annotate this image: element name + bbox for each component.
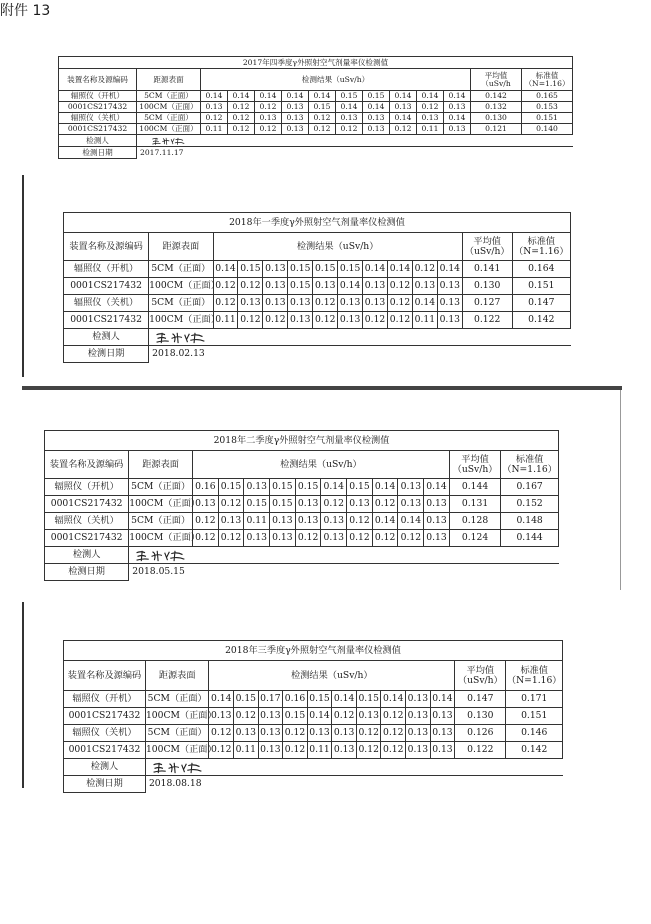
result-value: 0.15 <box>234 691 259 708</box>
table-title: 2018年二季度γ外照射空气剂量率仪检测值 <box>45 431 559 451</box>
table-row <box>59 124 573 135</box>
result-value: 0.12 <box>218 530 244 547</box>
result-value: 0.13 <box>437 295 462 312</box>
result-value: 0.13 <box>218 513 244 530</box>
result-value: 0.14 <box>209 691 234 708</box>
table-title: 2018年三季度γ外照射空气剂量率仪检测值 <box>64 641 563 661</box>
distance-cell: 100CM（正面） <box>129 530 193 547</box>
record-table-2017q4 <box>58 56 573 159</box>
date-label: 检测日期 <box>59 147 137 159</box>
date-label: 检测日期 <box>64 346 149 363</box>
result-value: 0.14 <box>332 691 357 708</box>
distance-cell: 100CM（正面） <box>137 124 201 135</box>
distance-cell: 5CM（正面） <box>129 479 193 496</box>
table-row <box>64 295 571 312</box>
result-value: 0.15 <box>288 278 313 295</box>
std-value: 0.153 <box>522 102 573 113</box>
std-value: 0.144 <box>501 530 559 547</box>
result-value: 0.13 <box>406 742 431 759</box>
result-value: 0.13 <box>430 742 455 759</box>
result-value: 0.12 <box>255 124 282 135</box>
result-value: 0.13 <box>437 278 462 295</box>
result-value: 0.12 <box>238 312 263 329</box>
result-value: 0.13 <box>244 530 270 547</box>
result-value: 0.13 <box>192 496 218 513</box>
std-value: 0.142 <box>512 312 570 329</box>
result-value: 0.13 <box>444 102 471 113</box>
result-value: 0.13 <box>406 725 431 742</box>
header-results: 检测结果（uSv/h） <box>201 69 471 91</box>
std-value: 0.165 <box>522 91 573 102</box>
distance-cell: 100CM（正面） <box>137 102 201 113</box>
header-std: 标准值 （N=1.16） <box>501 451 559 479</box>
table-row <box>64 708 563 725</box>
distance-cell: 100CM（正面） <box>145 742 209 759</box>
result-value: 0.13 <box>263 278 288 295</box>
result-value: 0.13 <box>263 295 288 312</box>
result-value: 0.12 <box>390 124 417 135</box>
result-value: 0.14 <box>338 278 363 295</box>
header-device: 装置名称及源编码 <box>45 451 129 479</box>
result-value: 0.13 <box>424 513 450 530</box>
table-row <box>64 261 571 278</box>
result-value: 0.12 <box>309 124 336 135</box>
mean-value: 0.142 <box>471 91 522 102</box>
result-value: 0.13 <box>356 708 381 725</box>
handwritten-signature <box>152 330 208 345</box>
result-value: 0.15 <box>309 102 336 113</box>
record-table-2018q2 <box>44 430 559 581</box>
device-cell: 辐照仪（开机） <box>45 479 129 496</box>
result-value: 0.13 <box>430 708 455 725</box>
scan-edge-right-3 <box>620 390 621 590</box>
result-value: 0.13 <box>332 725 357 742</box>
result-value: 0.12 <box>417 102 444 113</box>
header-std: 标准值 （N=1.16） <box>512 233 570 261</box>
result-value: 0.13 <box>363 124 390 135</box>
std-value: 0.148 <box>501 513 559 530</box>
result-value: 0.12 <box>363 312 388 329</box>
inspector-signature-cell <box>149 329 571 346</box>
result-value: 0.12 <box>295 530 321 547</box>
result-value: 0.13 <box>444 124 471 135</box>
table-row <box>64 691 563 708</box>
result-value: 0.15 <box>336 91 363 102</box>
distance-cell: 100CM（正面） <box>145 708 209 725</box>
device-cell: 辐照仪（关机） <box>59 113 137 124</box>
result-value: 0.12 <box>255 102 282 113</box>
result-value: 0.13 <box>282 102 309 113</box>
result-value: 0.13 <box>282 124 309 135</box>
result-value: 0.13 <box>307 725 332 742</box>
result-value: 0.15 <box>238 261 263 278</box>
inspector-signature-cell <box>129 547 559 564</box>
result-value: 0.14 <box>390 113 417 124</box>
std-value: 0.171 <box>506 691 563 708</box>
std-value: 0.140 <box>522 124 573 135</box>
result-value: 0.15 <box>338 261 363 278</box>
std-value: 0.146 <box>506 725 563 742</box>
result-value: 0.13 <box>363 278 388 295</box>
result-value: 0.15 <box>244 496 270 513</box>
result-value: 0.12 <box>398 530 424 547</box>
result-value: 0.11 <box>201 124 228 135</box>
result-value: 0.14 <box>363 102 390 113</box>
result-value: 0.16 <box>192 479 218 496</box>
result-value: 0.14 <box>255 91 282 102</box>
handwritten-signature <box>140 136 196 146</box>
header-mean: 平均值 （uSv/h） <box>455 661 506 691</box>
distance-cell: 100CM（正面） <box>149 278 213 295</box>
result-value: 0.12 <box>209 725 234 742</box>
result-value: 0.13 <box>244 479 270 496</box>
mean-value: 0.121 <box>471 124 522 135</box>
result-value: 0.13 <box>338 312 363 329</box>
header-distance: 距源表面 <box>149 233 213 261</box>
result-value: 0.14 <box>390 91 417 102</box>
table-row <box>64 742 563 759</box>
header-distance: 距源表面 <box>129 451 193 479</box>
result-value: 0.15 <box>218 479 244 496</box>
device-cell: 0001CS217432 <box>45 530 129 547</box>
table-row <box>45 496 559 513</box>
mean-value: 0.130 <box>455 708 506 725</box>
result-value: 0.13 <box>258 708 283 725</box>
result-value: 0.12 <box>228 102 255 113</box>
result-value: 0.12 <box>283 742 308 759</box>
result-value: 0.15 <box>270 479 296 496</box>
result-value: 0.12 <box>356 725 381 742</box>
result-value: 0.15 <box>363 91 390 102</box>
result-value: 0.14 <box>372 513 398 530</box>
result-value: 0.13 <box>282 113 309 124</box>
date-value: 2018.08.18 <box>145 776 562 793</box>
result-value: 0.15 <box>288 261 313 278</box>
mean-value: 0.144 <box>449 479 500 496</box>
result-value: 0.14 <box>321 479 347 496</box>
result-value: 0.14 <box>307 708 332 725</box>
scan-edge-left-4 <box>22 602 24 788</box>
result-value: 0.12 <box>412 261 437 278</box>
handwritten-signature <box>149 760 205 775</box>
inspector-signature-cell <box>145 759 562 776</box>
result-value: 0.12 <box>213 295 238 312</box>
result-value: 0.12 <box>209 742 234 759</box>
result-value: 0.11 <box>412 312 437 329</box>
result-value: 0.14 <box>282 91 309 102</box>
result-value: 0.12 <box>213 278 238 295</box>
mean-value: 0.147 <box>455 691 506 708</box>
header-mean: 平均值 （uSv/h <box>471 69 522 91</box>
result-value: 0.12 <box>336 124 363 135</box>
result-value: 0.12 <box>201 113 228 124</box>
result-value: 0.14 <box>363 261 388 278</box>
distance-cell: 100CM（正面） <box>149 312 213 329</box>
result-value: 0.15 <box>270 496 296 513</box>
table-row <box>64 278 571 295</box>
result-value: 0.13 <box>288 295 313 312</box>
result-value: 0.13 <box>295 496 321 513</box>
record-table-2018q3 <box>63 640 563 793</box>
result-value: 0.13 <box>406 691 431 708</box>
result-value: 0.12 <box>218 496 244 513</box>
result-value: 0.15 <box>283 708 308 725</box>
mean-value: 0.124 <box>449 530 500 547</box>
result-value: 0.15 <box>347 479 373 496</box>
result-value: 0.13 <box>430 725 455 742</box>
mean-value: 0.127 <box>462 295 512 312</box>
device-cell: 辐照仪（关机） <box>64 295 149 312</box>
result-value: 0.11 <box>244 513 270 530</box>
page-label: 附件 13 <box>0 3 51 19</box>
result-value: 0.13 <box>288 312 313 329</box>
result-value: 0.13 <box>313 278 338 295</box>
mean-value: 0.122 <box>462 312 512 329</box>
result-value: 0.14 <box>398 513 424 530</box>
result-value: 0.13 <box>209 708 234 725</box>
result-value: 0.13 <box>398 496 424 513</box>
inspector-label: 检测人 <box>45 547 129 564</box>
header-std: 标准值 （N=1.16） <box>506 661 563 691</box>
table-row <box>59 113 573 124</box>
result-value: 0.14 <box>424 479 450 496</box>
result-value: 0.13 <box>234 725 259 742</box>
result-value: 0.11 <box>307 742 332 759</box>
result-value: 0.12 <box>372 496 398 513</box>
header-device: 装置名称及源编码 <box>64 233 149 261</box>
result-value: 0.13 <box>238 295 263 312</box>
result-value: 0.14 <box>381 691 406 708</box>
result-value: 0.14 <box>417 91 444 102</box>
result-value: 0.12 <box>388 295 413 312</box>
header-device: 装置名称及源编码 <box>59 69 137 91</box>
result-value: 0.16 <box>283 691 308 708</box>
table-title: 2017年四季度γ外照射空气剂量率仪检测值 <box>59 57 573 69</box>
result-value: 0.13 <box>406 708 431 725</box>
result-value: 0.13 <box>336 113 363 124</box>
distance-cell: 5CM（正面） <box>149 261 213 278</box>
table-row <box>45 530 559 547</box>
result-value: 0.14 <box>372 479 398 496</box>
header-distance: 距源表面 <box>137 69 201 91</box>
std-value: 0.152 <box>501 496 559 513</box>
date-label: 检测日期 <box>64 776 146 793</box>
table-row <box>64 312 571 329</box>
result-value: 0.12 <box>321 496 347 513</box>
result-value: 0.14 <box>444 91 471 102</box>
std-value: 0.164 <box>512 261 570 278</box>
result-value: 0.13 <box>201 102 228 113</box>
result-value: 0.12 <box>381 708 406 725</box>
device-cell: 辐照仪（关机） <box>64 725 146 742</box>
device-cell: 0001CS217432 <box>45 496 129 513</box>
result-value: 0.14 <box>228 91 255 102</box>
table-title: 2018年一季度γ外照射空气剂量率仪检测值 <box>64 213 571 233</box>
result-value: 0.13 <box>347 496 373 513</box>
header-device: 装置名称及源编码 <box>64 661 146 691</box>
mean-value: 0.122 <box>455 742 506 759</box>
result-value: 0.12 <box>381 742 406 759</box>
result-value: 0.13 <box>258 725 283 742</box>
device-cell: 0001CS217432 <box>64 312 149 329</box>
date-value: 2018.05.15 <box>129 564 559 581</box>
scan-edge-top-3 <box>22 386 622 390</box>
result-value: 0.13 <box>263 261 288 278</box>
result-value: 0.12 <box>192 530 218 547</box>
result-value: 0.11 <box>417 124 444 135</box>
result-value: 0.13 <box>270 513 296 530</box>
result-value: 0.15 <box>356 691 381 708</box>
header-results: 检测结果（uSv/h） <box>192 451 449 479</box>
result-value: 0.13 <box>295 513 321 530</box>
result-value: 0.13 <box>412 278 437 295</box>
device-cell: 0001CS217432 <box>64 742 146 759</box>
mean-value: 0.126 <box>455 725 506 742</box>
table-row <box>45 479 559 496</box>
result-value: 0.13 <box>321 530 347 547</box>
result-value: 0.13 <box>363 113 390 124</box>
std-value: 0.142 <box>506 742 563 759</box>
mean-value: 0.128 <box>449 513 500 530</box>
device-cell: 辐照仪（开机） <box>64 691 146 708</box>
table-row <box>59 91 573 102</box>
result-value: 0.12 <box>238 278 263 295</box>
date-value: 2018.02.13 <box>149 346 571 363</box>
device-cell: 辐照仪（开机） <box>64 261 149 278</box>
table-row <box>59 102 573 113</box>
result-value: 0.12 <box>313 295 338 312</box>
device-cell: 0001CS217432 <box>64 278 149 295</box>
result-value: 0.14 <box>444 113 471 124</box>
result-value: 0.12 <box>192 513 218 530</box>
result-value: 0.12 <box>372 530 398 547</box>
distance-cell: 5CM（正面） <box>129 513 193 530</box>
std-value: 0.147 <box>512 295 570 312</box>
inspector-signature-cell <box>137 135 573 147</box>
result-value: 0.12 <box>283 725 308 742</box>
result-value: 0.13 <box>258 742 283 759</box>
device-cell: 0001CS217432 <box>59 102 137 113</box>
header-distance: 距源表面 <box>145 661 209 691</box>
device-cell: 0001CS217432 <box>59 124 137 135</box>
result-value: 0.15 <box>295 479 321 496</box>
result-value: 0.13 <box>363 295 388 312</box>
date-value: 2017.11.17 <box>137 147 573 159</box>
std-value: 0.151 <box>506 708 563 725</box>
header-mean: 平均值 （uSv/h） <box>449 451 500 479</box>
result-value: 0.14 <box>201 91 228 102</box>
header-std: 标准值 （N=1.16） <box>522 69 573 91</box>
result-value: 0.13 <box>338 295 363 312</box>
distance-cell: 5CM（正面） <box>145 725 209 742</box>
distance-cell: 5CM（正面） <box>137 113 201 124</box>
handwritten-signature <box>132 548 188 563</box>
result-value: 0.12 <box>263 312 288 329</box>
result-value: 0.12 <box>313 312 338 329</box>
result-value: 0.13 <box>390 102 417 113</box>
result-value: 0.14 <box>430 691 455 708</box>
mean-value: 0.130 <box>471 113 522 124</box>
std-value: 0.167 <box>501 479 559 496</box>
result-value: 0.11 <box>213 312 238 329</box>
result-value: 0.13 <box>321 513 347 530</box>
result-value: 0.12 <box>228 124 255 135</box>
distance-cell: 5CM（正面） <box>145 691 209 708</box>
result-value: 0.13 <box>270 530 296 547</box>
result-value: 0.13 <box>437 312 462 329</box>
result-value: 0.14 <box>213 261 238 278</box>
date-label: 检测日期 <box>45 564 129 581</box>
inspector-label: 检测人 <box>64 759 146 776</box>
result-value: 0.13 <box>424 530 450 547</box>
result-value: 0.14 <box>388 261 413 278</box>
result-value: 0.12 <box>228 113 255 124</box>
result-value: 0.13 <box>424 496 450 513</box>
mean-value: 0.131 <box>449 496 500 513</box>
result-value: 0.12 <box>332 708 357 725</box>
result-value: 0.15 <box>313 261 338 278</box>
result-value: 0.12 <box>381 725 406 742</box>
result-value: 0.14 <box>437 261 462 278</box>
distance-cell: 5CM（正面） <box>137 91 201 102</box>
result-value: 0.17 <box>258 691 283 708</box>
mean-value: 0.130 <box>462 278 512 295</box>
std-value: 0.151 <box>512 278 570 295</box>
header-results: 检测结果（uSv/h） <box>213 233 462 261</box>
result-value: 0.12 <box>388 278 413 295</box>
record-table-2018q1 <box>63 212 571 363</box>
inspector-label: 检测人 <box>59 135 137 147</box>
result-value: 0.14 <box>309 91 336 102</box>
device-cell: 辐照仪（开机） <box>59 91 137 102</box>
result-value: 0.12 <box>347 513 373 530</box>
distance-cell: 5CM（正面） <box>149 295 213 312</box>
scan-edge-left-1 <box>22 175 24 377</box>
result-value: 0.13 <box>417 113 444 124</box>
header-results: 检测结果（uSv/h） <box>209 661 455 691</box>
result-value: 0.13 <box>332 742 357 759</box>
std-value: 0.151 <box>522 113 573 124</box>
table-row <box>64 725 563 742</box>
result-value: 0.12 <box>234 708 259 725</box>
result-value: 0.12 <box>309 113 336 124</box>
result-value: 0.12 <box>356 742 381 759</box>
device-cell: 0001CS217432 <box>64 708 146 725</box>
result-value: 0.13 <box>255 113 282 124</box>
mean-value: 0.141 <box>462 261 512 278</box>
result-value: 0.12 <box>388 312 413 329</box>
device-cell: 辐照仪（关机） <box>45 513 129 530</box>
distance-cell: 100CM（正面） <box>129 496 193 513</box>
mean-value: 0.132 <box>471 102 522 113</box>
result-value: 0.12 <box>347 530 373 547</box>
result-value: 0.14 <box>336 102 363 113</box>
result-value: 0.15 <box>307 691 332 708</box>
result-value: 0.11 <box>234 742 259 759</box>
header-mean: 平均值 （uSv/h） <box>462 233 512 261</box>
table-row <box>45 513 559 530</box>
inspector-label: 检测人 <box>64 329 149 346</box>
result-value: 0.13 <box>398 479 424 496</box>
result-value: 0.14 <box>412 295 437 312</box>
